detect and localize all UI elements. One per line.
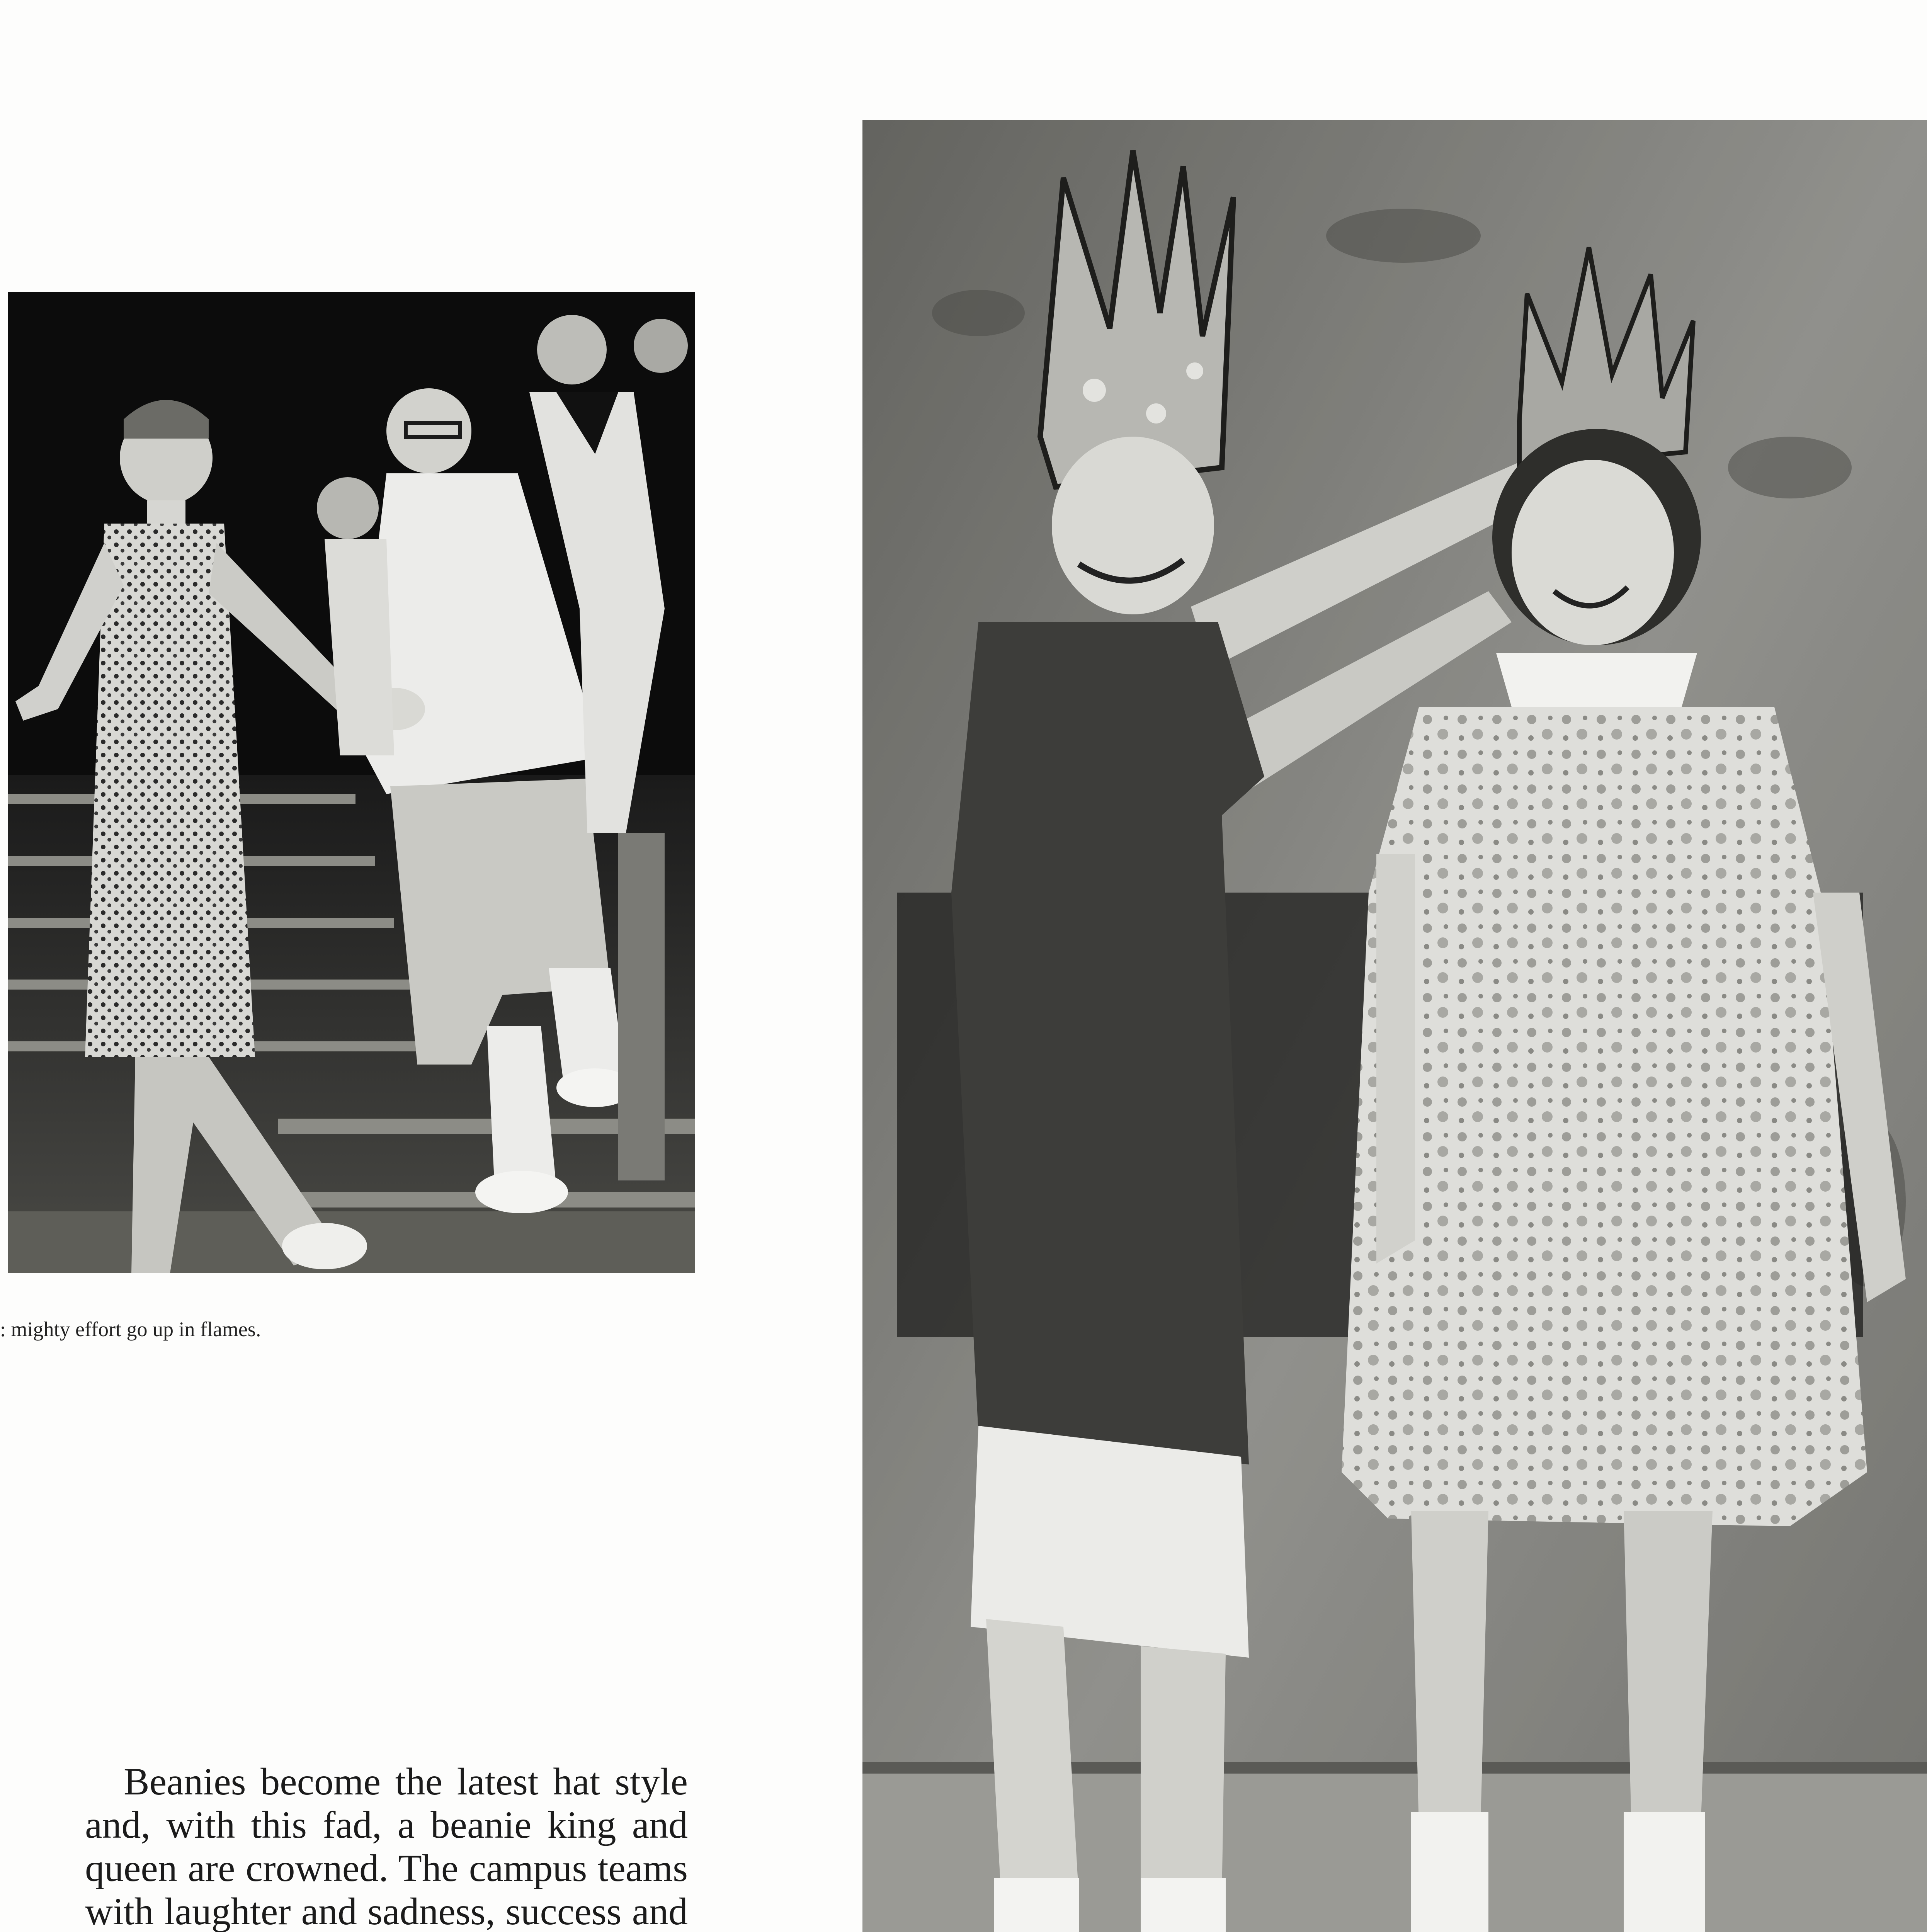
photo-crowning-beanie-king-queen — [862, 120, 1927, 1932]
photo-crowning-icon — [862, 120, 1927, 1932]
left-photo-caption: : mighty effort go up in flames. — [0, 1318, 261, 1341]
photo-dancing-students — [8, 292, 695, 1273]
photo-dancing-students-icon — [8, 292, 695, 1273]
body-paragraph: Beanies become the latest hat style and, with this fad, a beanie king and queen are crowned. The campus teams with laughter and sadness, success and — [85, 1760, 688, 1932]
